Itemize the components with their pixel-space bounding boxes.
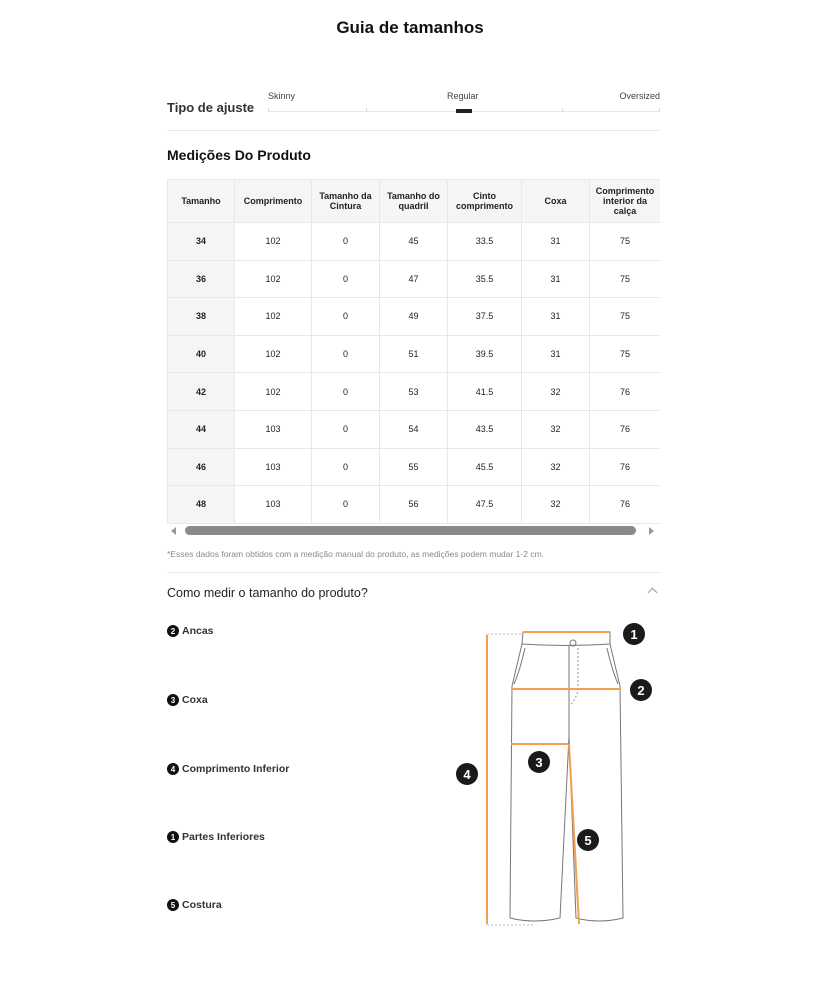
col-header-length: Comprimento (235, 180, 312, 223)
cell: 37.5 (448, 298, 522, 336)
col-header-hip: Tamanho do quadril (380, 180, 448, 223)
cell: 75 (590, 260, 661, 298)
cell: 102 (235, 298, 312, 336)
cell: 103 (235, 486, 312, 524)
table-row (168, 260, 661, 298)
cell: 76 (590, 448, 661, 486)
measurements-table-container (167, 179, 660, 524)
scrollbar-thumb[interactable] (185, 526, 636, 535)
cell: 31 (522, 260, 590, 298)
table-row (168, 373, 661, 411)
cell: 31 (522, 298, 590, 336)
legend-label: Comprimento Inferior (182, 763, 290, 775)
cell: 76 (590, 373, 661, 411)
cell: 43.5 (448, 410, 522, 448)
cell: 35.5 (448, 260, 522, 298)
diagram-number-2-icon: 2 (630, 679, 652, 701)
cell: 75 (590, 335, 661, 373)
cell: 0 (312, 448, 380, 486)
cell: 76 (590, 486, 661, 524)
number-badge-icon: 1 (167, 831, 179, 843)
col-header-waist: Tamanho da Cintura (312, 180, 380, 223)
legend-item-thigh (167, 694, 208, 706)
legend-label: Costura (182, 899, 222, 911)
cell: 33.5 (448, 223, 522, 261)
number-badge-icon: 4 (167, 763, 179, 775)
fit-option-regular: Regular (447, 91, 479, 101)
page-title: Guia de tamanhos (336, 18, 484, 37)
diagram-number-4-icon: 4 (456, 763, 478, 785)
measurements-title: Medições Do Produto (167, 147, 311, 163)
fit-scale (268, 88, 660, 118)
table-row (168, 410, 661, 448)
cell: 103 (235, 448, 312, 486)
number-badge-icon: 5 (167, 899, 179, 911)
cell: 49 (380, 298, 448, 336)
number-badge-icon: 3 (167, 694, 179, 706)
how-to-measure-toggle[interactable] (167, 586, 660, 602)
cell: 0 (312, 298, 380, 336)
cell: 0 (312, 410, 380, 448)
cell: 32 (522, 486, 590, 524)
cell: 55 (380, 448, 448, 486)
measurements-table (167, 179, 660, 524)
cell: 0 (312, 373, 380, 411)
fit-tick (366, 108, 367, 112)
legend-label: Ancas (182, 625, 214, 637)
table-header-row (168, 180, 661, 223)
cell: 102 (235, 373, 312, 411)
chevron-up-icon[interactable] (648, 588, 658, 598)
scroll-right-arrow-icon[interactable] (649, 527, 654, 535)
legend-item-hips (167, 625, 214, 637)
cell: 0 (312, 335, 380, 373)
table-row (168, 448, 661, 486)
how-to-measure-title: Como medir o tamanho do produto? (167, 586, 368, 600)
cell: 76 (590, 410, 661, 448)
fit-tick (268, 108, 269, 112)
cell: 31 (522, 335, 590, 373)
legend-item-seam (167, 899, 222, 911)
cell-size: 36 (168, 260, 235, 298)
fit-type-section (167, 88, 660, 131)
table-row (168, 335, 661, 373)
col-header-size: Tamanho (168, 180, 235, 223)
cell: 103 (235, 410, 312, 448)
pants-measurement-diagram (450, 618, 665, 938)
legend-label: Coxa (182, 694, 208, 706)
cell-size: 42 (168, 373, 235, 411)
fit-tick (659, 108, 660, 112)
fit-type-label: Tipo de ajuste (167, 100, 255, 115)
table-horizontal-scrollbar[interactable] (167, 525, 660, 537)
pants-illustration-icon (450, 618, 665, 938)
cell: 32 (522, 448, 590, 486)
legend-item-bottom-length (167, 763, 289, 775)
legend-label: Partes Inferiores (182, 831, 265, 843)
cell: 0 (312, 223, 380, 261)
cell: 47 (380, 260, 448, 298)
cell-size: 34 (168, 223, 235, 261)
table-row (168, 223, 661, 261)
col-header-thigh: Coxa (522, 180, 590, 223)
cell-size: 40 (168, 335, 235, 373)
cell: 51 (380, 335, 448, 373)
col-header-inseam: Comprimento interior da calça (590, 180, 661, 223)
measurement-note: *Esses dados foram obtidos com a medição manual do produto, as medições podem mudar 1-2 cm. (167, 549, 660, 573)
fit-option-oversized: Oversized (619, 91, 660, 101)
diagram-number-3-icon: 3 (528, 751, 550, 773)
cell: 45 (380, 223, 448, 261)
cell: 39.5 (448, 335, 522, 373)
cell-size: 44 (168, 410, 235, 448)
legend-item-waist (167, 831, 265, 843)
cell: 31 (522, 223, 590, 261)
fit-tick (562, 108, 563, 112)
cell: 75 (590, 298, 661, 336)
cell-size: 46 (168, 448, 235, 486)
cell-size: 48 (168, 486, 235, 524)
fit-option-skinny: Skinny (268, 91, 296, 101)
cell: 54 (380, 410, 448, 448)
cell: 47.5 (448, 486, 522, 524)
cell: 41.5 (448, 373, 522, 411)
cell: 0 (312, 486, 380, 524)
number-badge-icon: 2 (167, 625, 179, 637)
cell: 102 (235, 223, 312, 261)
diagram-number-1-icon: 1 (623, 623, 645, 645)
cell: 56 (380, 486, 448, 524)
cell: 75 (590, 223, 661, 261)
cell: 102 (235, 260, 312, 298)
table-row (168, 298, 661, 336)
cell-size: 38 (168, 298, 235, 336)
cell: 53 (380, 373, 448, 411)
table-row (168, 486, 661, 524)
diagram-number-5-icon: 5 (577, 829, 599, 851)
cell: 32 (522, 373, 590, 411)
fit-selected-marker (456, 109, 472, 113)
cell: 45.5 (448, 448, 522, 486)
cell: 32 (522, 410, 590, 448)
scroll-left-arrow-icon[interactable] (171, 527, 176, 535)
cell: 102 (235, 335, 312, 373)
col-header-belt-length: Cinto comprimento (448, 180, 522, 223)
cell: 0 (312, 260, 380, 298)
